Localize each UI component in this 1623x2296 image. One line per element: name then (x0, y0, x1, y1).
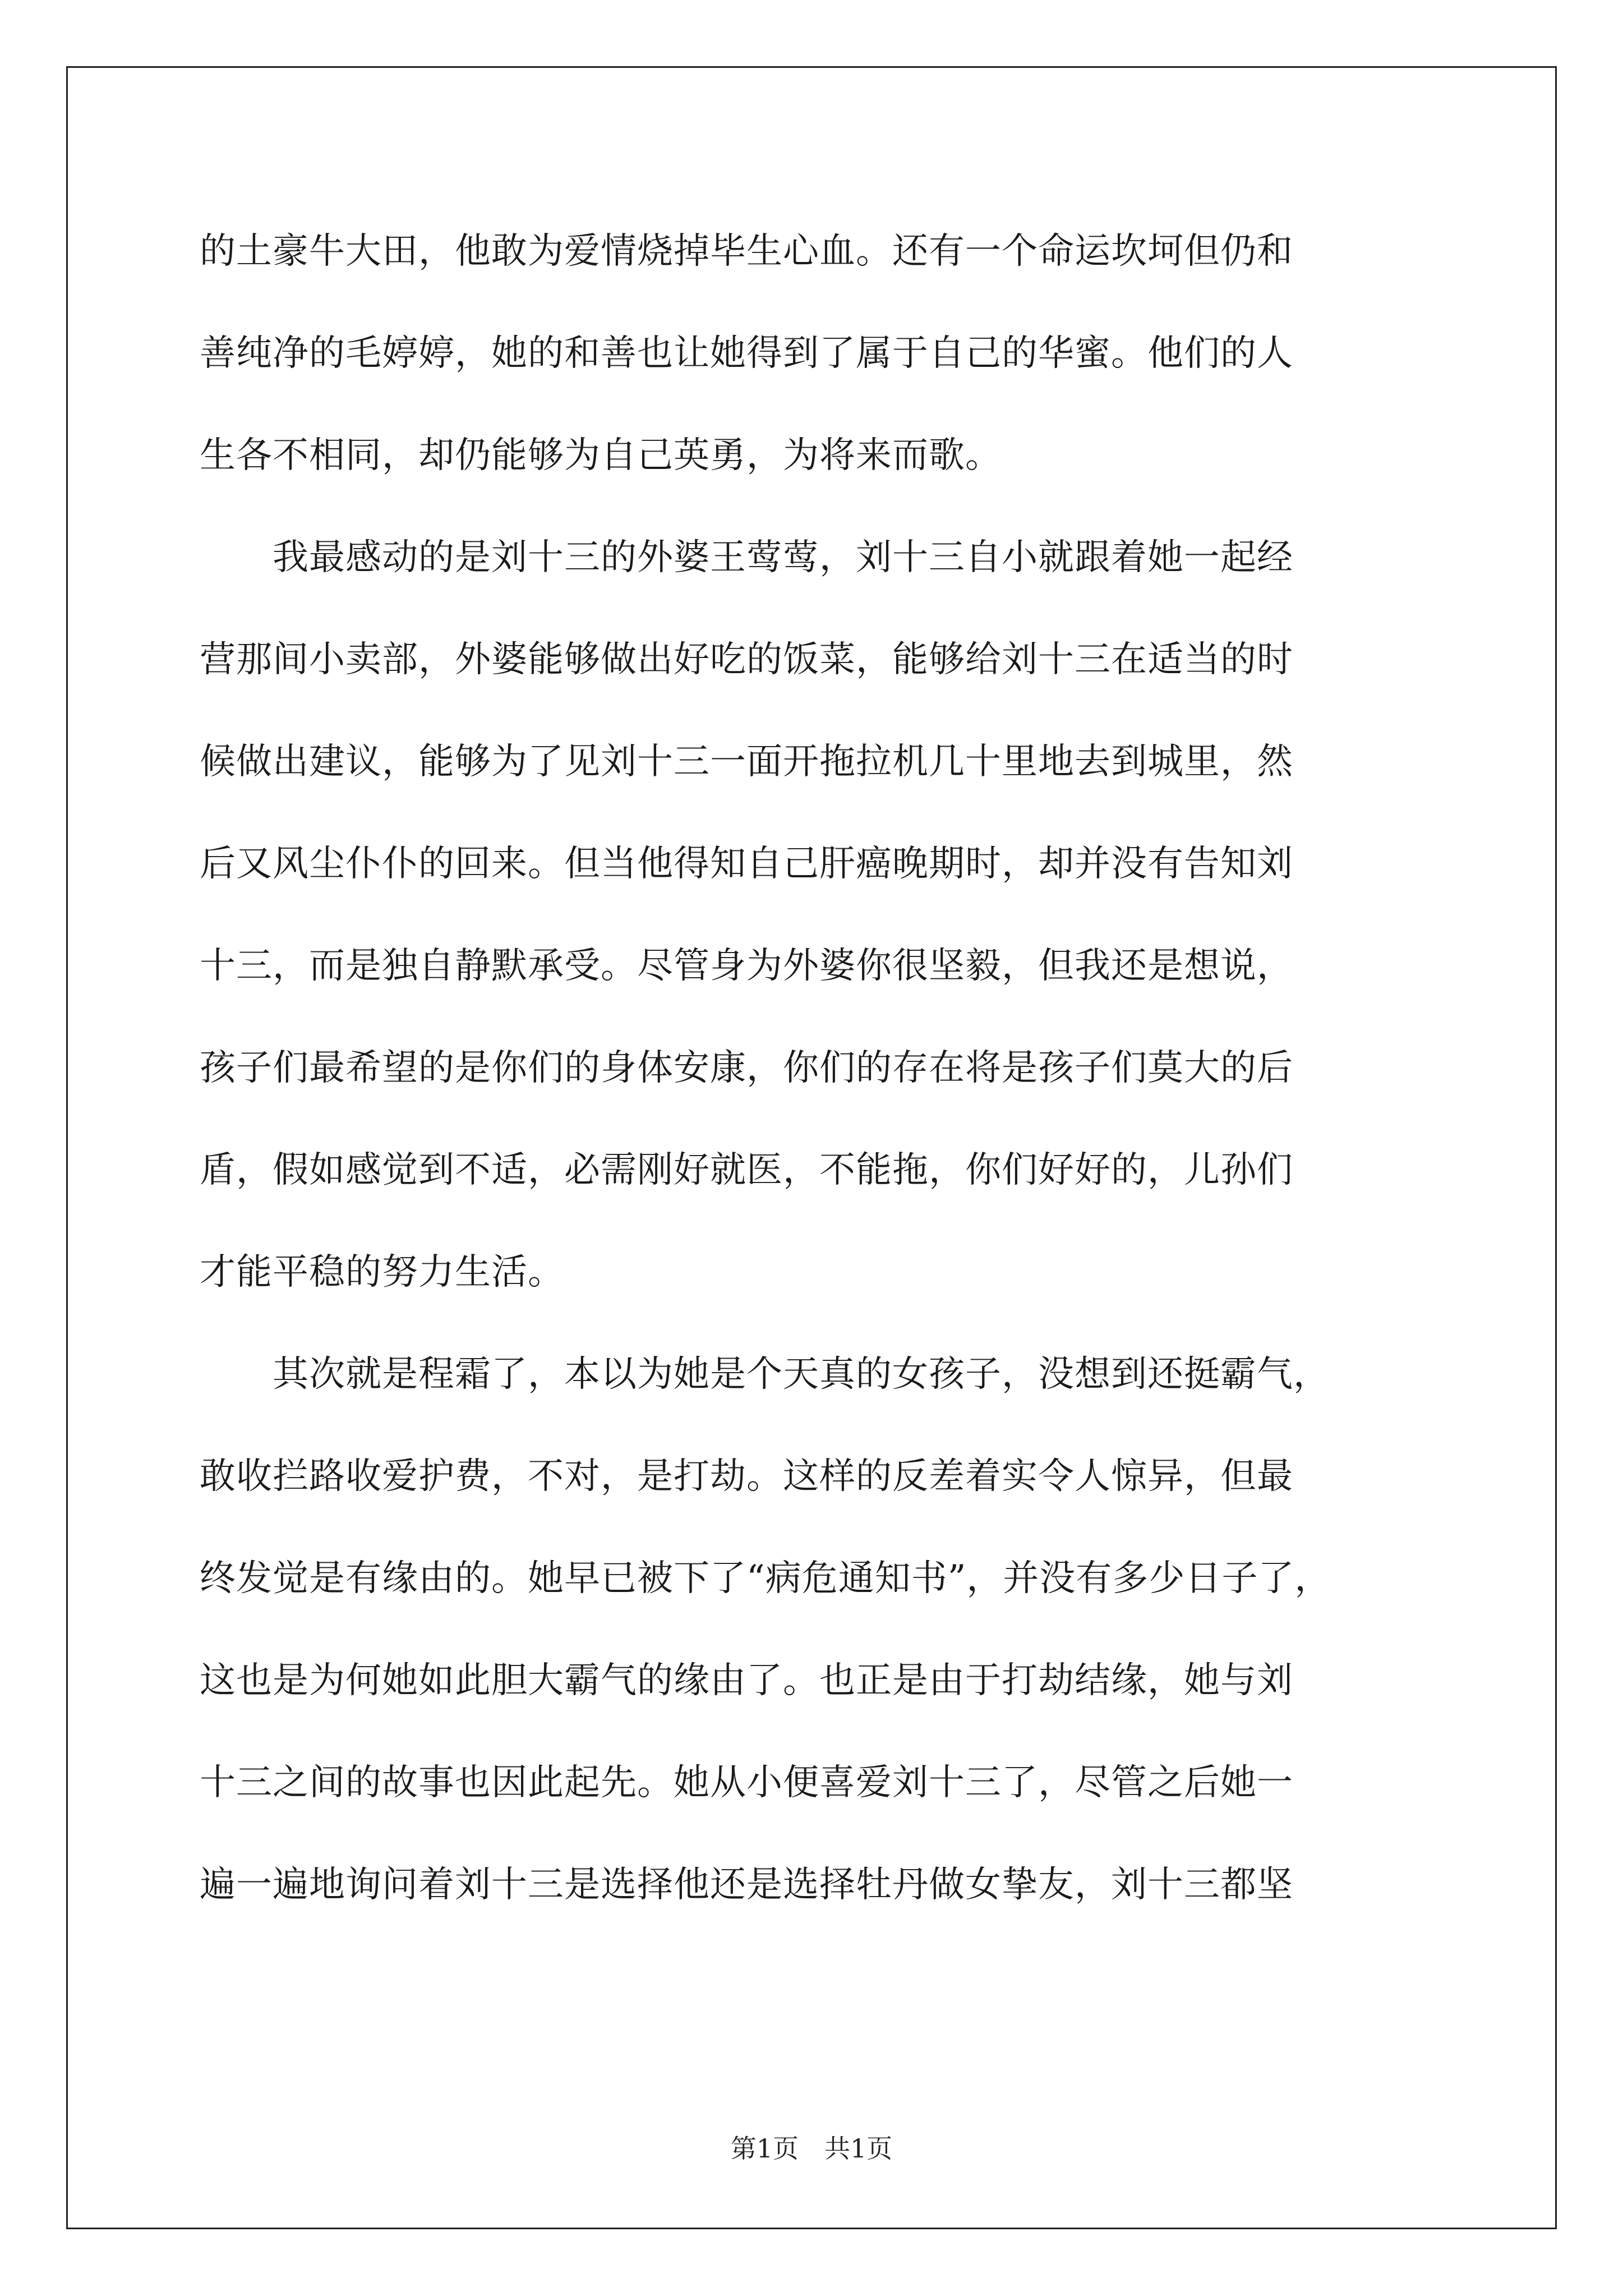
text-line: 十三之间的故事也因此起先。她从小便喜爱刘十三了，尽管之后她一 (200, 1762, 1293, 1803)
text-line: 营那间小卖部，外婆能够做出好吃的饭菜，能够给刘十三在适当的时 (200, 639, 1293, 680)
text-line: 才能平稳的努力生活。 (200, 1251, 564, 1293)
text-line: 的土豪牛大田，他敢为爱情烧掉毕生心血。还有一个命运坎坷但仍和 (200, 231, 1293, 272)
text-line: 候做出建议，能够为了见刘十三一面开拖拉机几十里地去到城里，然 (200, 741, 1293, 783)
text-line: 终发觉是有缘由的。她早已被下了“病危通知书”，并没有多少日子了， (200, 1558, 1331, 1599)
text-line: 遍一遍地询问着刘十三是选择他还是选择牡丹做女挚友，刘十三都坚 (200, 1864, 1293, 1906)
text-line: 我最感动的是刘十三的外婆王莺莺，刘十三自小就跟着她一起经 (200, 537, 1293, 578)
text-line: 善纯净的毛婷婷，她的和善也让她得到了属于自己的华蜜。他们的人 (200, 333, 1293, 374)
text-line: 十三，而是独自静默承受。尽管身为外婆你很坚毅，但我还是想说， (200, 945, 1293, 987)
page-footer: 第1页 共1页 (730, 2133, 893, 2164)
text-line: 盾，假如感觉到不适，必需刚好就医，不能拖，你们好好的，儿孙们 (200, 1149, 1293, 1191)
text-line: 生各不相同，却仍能够为自己英勇，为将来而歌。 (200, 435, 1002, 476)
text-line: 敢收拦路收爱护费，不对，是打劫。这样的反差着实令人惊异，但最 (200, 1456, 1293, 1497)
text-line: 其次就是程霜了，本以为她是个天真的女孩子，没想到还挺霸气， (200, 1354, 1330, 1395)
text-line: 孩子们最希望的是你们的身体安康，你们的存在将是孩子们莫大的后 (200, 1047, 1293, 1089)
text-line: 这也是为何她如此胆大霸气的缘由了。也正是由于打劫结缘，她与刘 (200, 1660, 1293, 1701)
text-line: 后又风尘仆仆的回来。但当他得知自己肝癌晚期时，却并没有告知刘 (200, 843, 1293, 885)
